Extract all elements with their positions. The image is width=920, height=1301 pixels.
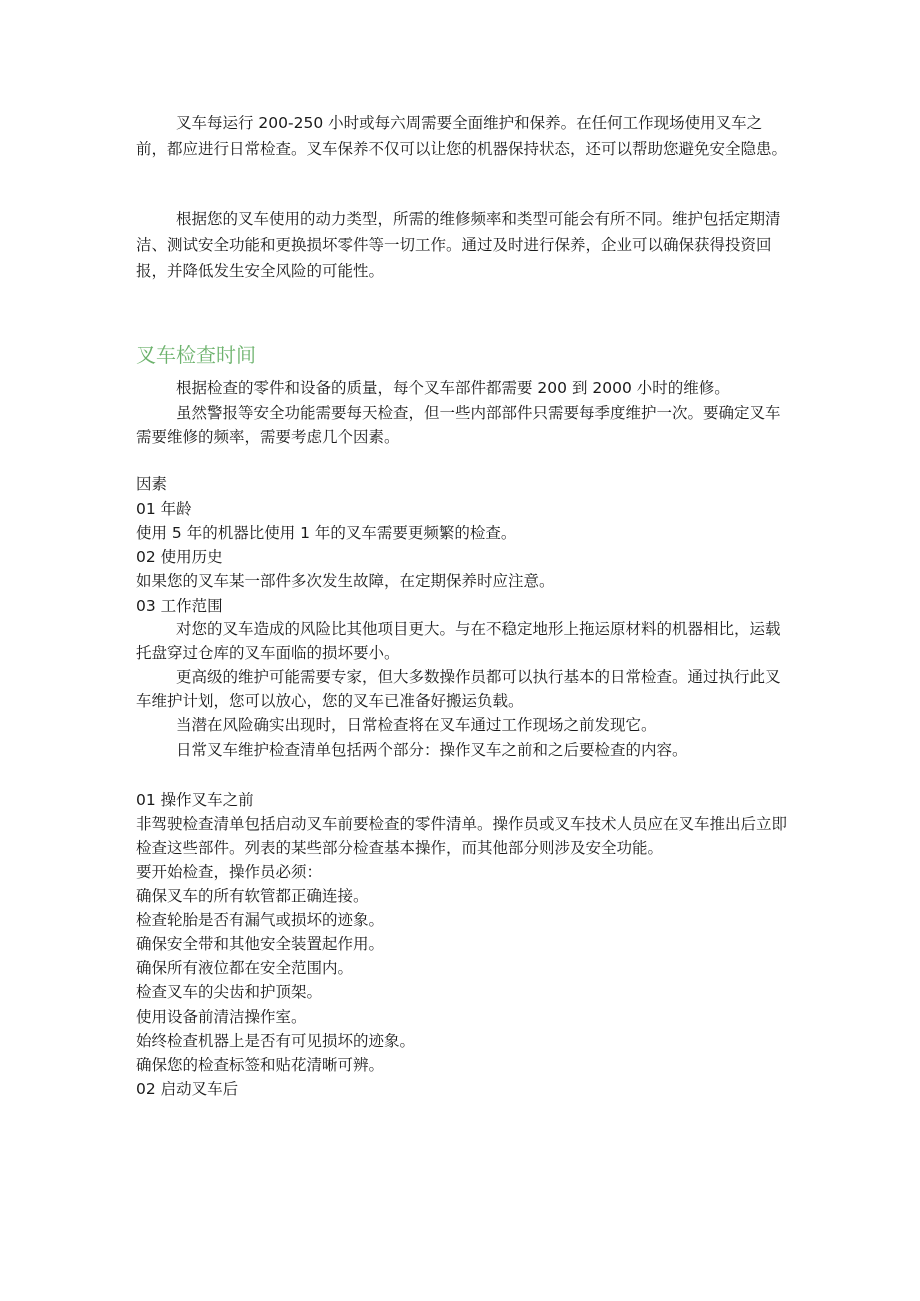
factor-2-text: 如果您的叉车某一部件多次发生故障，在定期保养时应注意。 <box>136 572 555 590</box>
factor-1-title: 01 年龄 <box>136 500 192 518</box>
checklist-item: 检查轮胎是否有漏气或损坏的迹象。 <box>136 911 385 929</box>
factor-1-text: 使用 5 年的机器比使用 1 年的叉车需要更频繁的检查。 <box>136 524 517 542</box>
section-paragraph-1: 根据检查的零件和设备的质量，每个叉车部件都需要 200 到 2000 小时的维修。 <box>176 379 730 397</box>
factor-3-paragraph-2: 更高级的维护可能需要专家，但大多数操作员都可以执行基本的日常检查。通过执行此叉车维护计划，您可以放心，您的叉车已准备好搬运负载。 <box>136 668 781 710</box>
checklist-item: 确保叉车的所有软管都正确连接。 <box>136 887 369 905</box>
checklist-item: 确保安全带和其他安全装置起作用。 <box>136 935 385 953</box>
factor-3-title: 03 工作范围 <box>136 597 223 615</box>
before-title: 01 操作叉车之前 <box>136 791 254 809</box>
factor-2-title: 02 使用历史 <box>136 548 223 566</box>
after-title: 02 启动叉车后 <box>136 1080 239 1098</box>
factor-3-paragraph-1: 对您的叉车造成的风险比其他项目更大。与在不稳定地形上拖运原材料的机器相比，运载托盘穿过仓库的叉车面临的损坏要小。 <box>136 620 781 662</box>
checklist-item: 使用设备前清洁操作室。 <box>136 1008 307 1026</box>
before-intro: 要开始检查，操作员必须： <box>136 863 323 881</box>
checklist-item: 确保您的检查标签和贴花清晰可辨。 <box>136 1056 385 1074</box>
intro-paragraph-2: 根据您的叉车使用的动力类型，所需的维修频率和类型可能会有所不同。维护包括定期清洁、测试安全功能和更换损坏零件等一切工作。通过及时进行保养，企业可以确保获得投资回报，并降低发生安全风险的可能性。 <box>136 210 781 280</box>
checklist-item: 始终检查机器上是否有可见损坏的迹象。 <box>136 1032 416 1050</box>
section-heading: 叉车检查时间 <box>136 343 256 367</box>
checklist-item: 确保所有液位都在安全范围内。 <box>136 959 354 977</box>
factor-3-paragraph-4: 日常叉车维护检查清单包括两个部分：操作叉车之前和之后要检查的内容。 <box>176 741 688 759</box>
factor-3-paragraph-3: 当潜在风险确实出现时，日常检查将在叉车通过工作现场之前发现它。 <box>176 716 657 734</box>
before-description: 非驾驶检查清单包括启动叉车前要检查的零件清单。操作员或叉车技术人员应在叉车推出后立即检查这些部件。列表的某些部分检查基本操作，而其他部分则涉及安全功能。 <box>136 815 788 857</box>
section-paragraph-2: 虽然警报等安全功能需要每天检查，但一些内部部件只需要每季度维护一次。要确定叉车需要维修的频率，需要考虑几个因素。 <box>136 404 781 446</box>
factors-title: 因素 <box>136 475 168 493</box>
intro-paragraph-1: 叉车每运行 200-250 小时或每六周需要全面维护和保养。在任何工作现场使用叉车之前，都应进行日常检查。叉车保养不仅可以让您的机器保持状态，还可以帮助您避免安全隐患。 <box>136 114 788 158</box>
checklist-item: 检查叉车的尖齿和护顶架。 <box>136 983 323 1001</box>
